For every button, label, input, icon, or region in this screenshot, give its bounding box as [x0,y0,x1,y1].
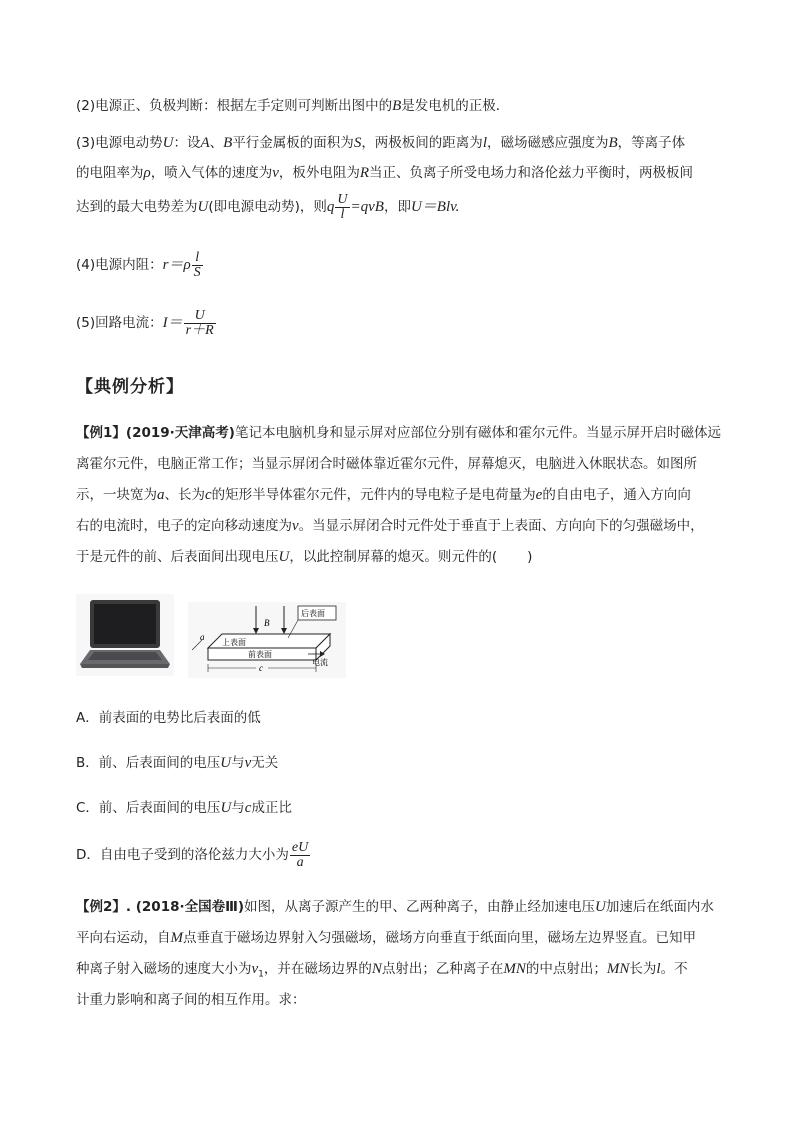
example-2-line-2: 平向右运动，自M点垂直于磁场边界射入匀强磁场，磁场方向垂直于纸面向里，磁场左边界竖直。已知甲 [76,930,696,946]
example-1-line-2: 离霍尔元件，电脑正常工作；当显示屏闭合时磁体靠近霍尔元件，屏幕熄灭，电脑进入休眠状态。如图所 [76,456,697,472]
item-2: (2)电源正、负极判断：根据左手定则可判断出图中的B是发电机的正极． [76,98,510,114]
laptop-keyboard [88,652,162,660]
width-a-label: a [200,632,205,642]
example-1-line-5: 于是元件的前、后表面间出现电压U，以此控制屏幕的熄灭。则元件的( ) [76,549,533,565]
option-b: B．前、后表面间的电压U与v无关 [76,755,279,771]
example-1-line-1: 【例1】(2019·天津高考)笔记本电脑机身和显示屏对应部位分别有磁体和霍尔元件。当显示屏开启时磁体远 [76,425,721,441]
section-title: 【典例分析】 [76,377,184,397]
item-3-line-1: (3)电源电动势U：设A、B平行金属板的面积为S，两极板间的距离为l，磁场磁感应强度为B，等离子体 [76,135,686,151]
b-field-label: B [264,618,270,628]
fraction-u-over-r-plus-r: $\frac{U}{r+R}$ [185,307,214,338]
example-2-line-1: 【例2】. (2018·全国卷Ⅲ)如图，从离子源产生的甲、乙两种离子，由静止经加速电压U加速后在纸面内水 [76,899,714,915]
option-c: C．前、后表面间的电压U与c成正比 [76,800,292,816]
example-2-line-3: 种离子射入磁场的速度大小为$v_1$，并在磁场边界的N点射出；乙种离子在MN的中点射出；MN长为l。不 [76,961,688,980]
item-3-line-3: 达到的最大电势差为U(即电源电动势)，则q $\frac{U}{l}$ =qvB，即U＝Blv. [76,191,460,222]
back-surface-label: 后表面 [301,609,325,618]
laptop-image [76,594,174,676]
top-surface-label: 上表面 [222,638,246,647]
laptop-screen [94,604,156,644]
front-surface-label: 前表面 [248,650,272,659]
fraction-l-over-s: $\frac{l}{S}$ [193,249,201,280]
current-label: 电流 [312,658,328,667]
option-a: A．前表面的电势比后表面的低 [76,710,261,726]
item-4: (4)电源内阻：r＝ρ $\frac{l}{S}$ [76,249,201,280]
example-1-line-3: 示，一块宽为a、长为c的矩形半导体霍尔元件，元件内的导电粒子是电荷量为e的自由电子，通入方向向 [76,487,691,503]
item-3-line-2: 的电阻率为ρ，喷入气体的速度为v，板外电阻为R当正、负离子所受电场力和洛伦兹力平衡时，两极板间 [76,165,694,181]
option-d: D．自由电子受到的洛伦兹力大小为 $\frac{eU}{a}$ [76,839,309,870]
example-1-line-4: 右的电流时，电子的定向移动速度为v。当显示屏闭合时元件处于垂直于上表面、方向向下的匀强磁场中， [76,518,704,534]
item-5: (5)回路电流：I＝ $\frac{U}{r+R}$ [76,307,214,338]
fraction-eu-over-a: $\frac{eU}{a}$ [291,839,309,870]
length-c-label: c [259,663,263,673]
example-2-line-4: 计重力影响和离子间的相互作用。求： [76,992,306,1008]
fraction-u-over-l: $\frac{U}{l}$ [337,191,348,222]
hall-element-diagram [188,602,346,678]
